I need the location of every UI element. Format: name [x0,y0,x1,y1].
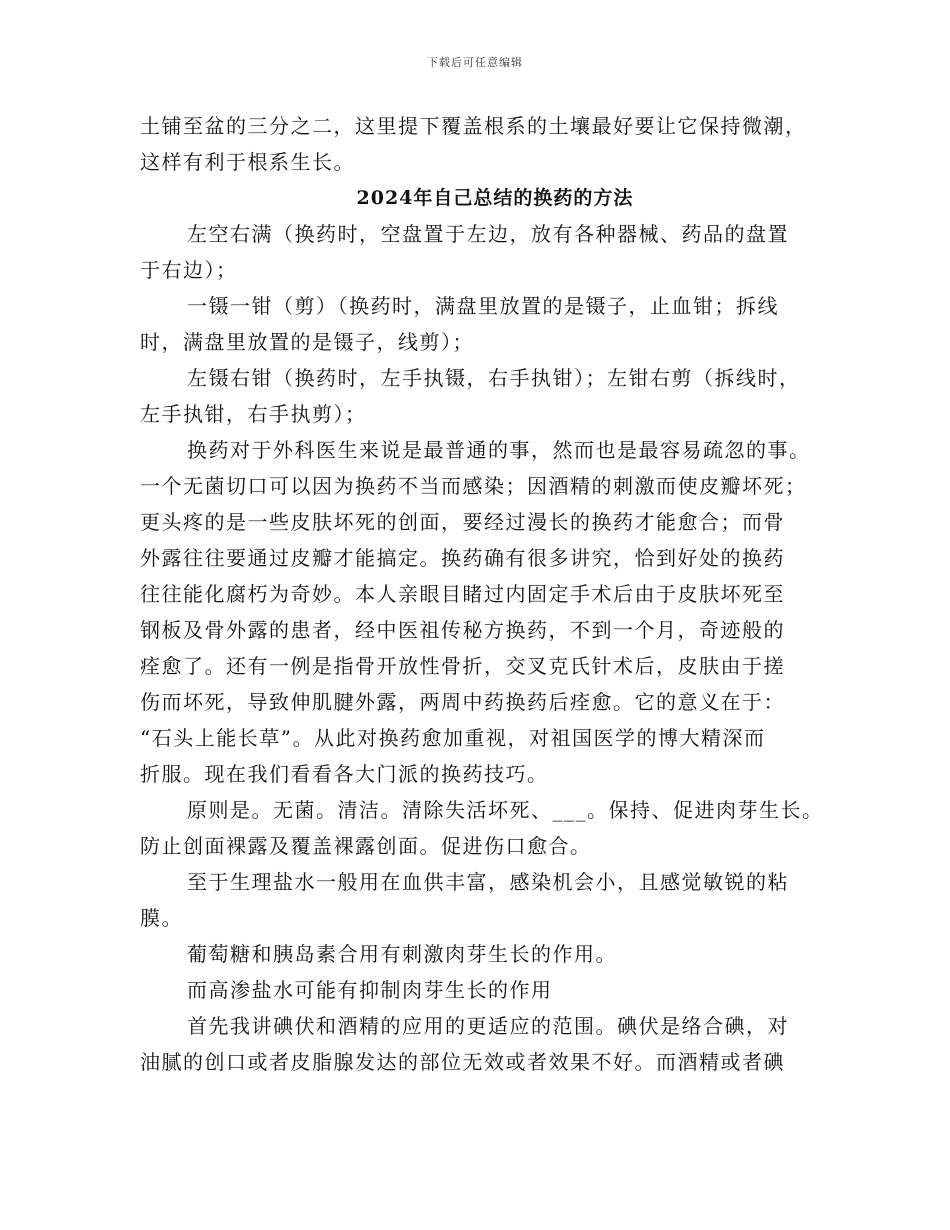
text-line: 至于生理盐水一般用在血供丰富，感染机会小，且感觉敏锐的粘 [187,870,789,894]
text-line: 这样有利于根系生长。 [140,150,355,174]
body-lines [140,216,840,1080]
text-line: 左空右满（换药时，空盘置于左边，放有各种器械、药品的盘置 [187,222,789,246]
text-line: 折服。现在我们看看各大门派的换药技巧。 [140,762,549,786]
text-line: 更头疼的是一些皮肤坏死的创面，要经过漫长的换药才能愈合；而骨 [140,510,785,534]
text-line: 换药对于外科医生来说是最普通的事，然而也是最容易疏忽的事。 [187,438,811,462]
document-title: 2024年自己总结的换药的方法 [356,187,634,209]
text-line: 左手执钳，右手执剪）； [140,402,367,426]
document-body [140,108,840,1080]
text-line: 痊愈了。还有一例是指骨开放性骨折，交叉克氏针术后，皮肤由于搓 [140,654,785,678]
text-line: 一个无菌切口可以因为换药不当而感染；因酒精的刺激而使皮瓣坏死； [140,474,807,498]
page-header: 下载后可任意编辑 [427,56,523,69]
text-line: 钢板及骨外露的患者，经中医祖传秘方换药，不到一个月，奇迹般的 [140,618,785,642]
text-line: 伤而坏死，导致伸肌腱外露，两周中药换药后痊愈。它的意义在于： [140,690,785,714]
text-line: 土铺至盆的三分之二，这里提下覆盖根系的土壤最好要让它保持微潮， [140,114,807,138]
text-line: 原则是。无菌。清洁。清除失活坏死、___。保持、促进肉芽生长。 [187,798,824,822]
text-line: 于右边）； [140,258,238,282]
text-line: 外露往往要通过皮瓣才能搞定。换药确有很多讲究，恰到好处的换药 [140,546,785,570]
text-line: 防止创面裸露及覆盖裸露创面。促进伤口愈合。 [140,834,592,858]
text-line: 往往能化腐朽为奇妙。本人亲眼目睹过内固定手术后由于皮肤坏死至 [140,582,785,606]
text-line: 而高渗盐水可能有抑制肉芽生长的作用 [187,978,553,1002]
text-line: 首先我讲碘伏和酒精的应用的更适应的范围。碘伏是络合碘，对 [187,1014,789,1038]
text-line: 葡萄糖和胰岛素合用有刺激肉芽生长的作用。 [187,942,617,966]
text-line: “石头上能长草”。从此对换药愈加重视，对祖国医学的博大精深而 [140,726,766,750]
text-line: 时，满盘里放置的是镊子，线剪）； [140,330,474,354]
text-line: 油腻的创口或者皮脂腺发达的部位无效或者效果不好。而酒精或者碘 [140,1050,785,1074]
text-line: 左镊右钳（换药时，左手执镊，右手执钳）；左钳右剪（拆线时， [187,366,801,390]
text-line: 一镊一钳（剪）（换药时，满盘里放置的是镊子，止血钳；拆线 [187,294,779,318]
intro-paragraph [140,108,840,180]
text-line: 膜。 [140,906,183,930]
